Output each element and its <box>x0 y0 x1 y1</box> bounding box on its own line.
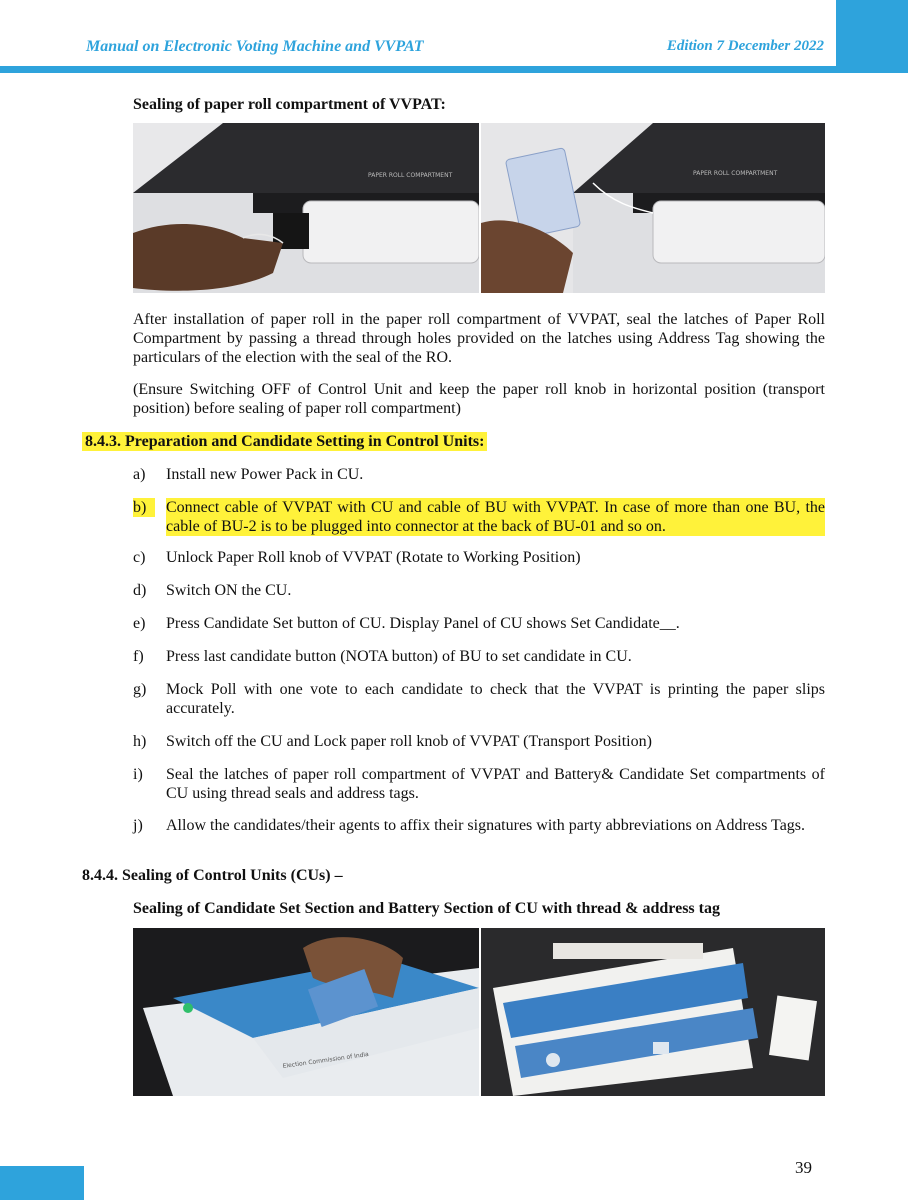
list-item-text: Seal the latches of paper roll compartment of VVPAT and Battery& Candidate Set compartments of CU using thread seals and address tags. <box>166 766 825 802</box>
header-title: Manual on Electronic Voting Machine and VVPAT <box>86 38 424 55</box>
list-item-label: a) <box>133 466 146 483</box>
list-item-label: j) <box>133 817 143 834</box>
list-item-label: e) <box>133 615 146 632</box>
vvpat-compartment-label-right: PAPER ROLL COMPARTMENT <box>693 170 778 177</box>
footer-tab <box>0 1166 84 1200</box>
cu-photo-label: Election Commission of India <box>282 1050 370 1070</box>
vvpat-compartment-label-left: PAPER ROLL COMPARTMENT <box>368 172 453 179</box>
list-item-label: f) <box>133 648 144 665</box>
section-844-heading: 8.4.4. Sealing of Control Units (CUs) – <box>82 867 343 884</box>
sealing-vvpat-heading: Sealing of paper roll compartment of VVPAT: <box>133 96 446 113</box>
list-item-text: Allow the candidates/their agents to affix their signatures with party abbreviations on Address Tags. <box>166 817 806 834</box>
header-rule <box>0 66 836 73</box>
list-item-label: c) <box>133 549 146 566</box>
list-item-text: Mock Poll with one vote to each candidate to check that the VVPAT is printing the paper slips accurately. <box>166 681 825 717</box>
list-item-label: h) <box>133 733 147 750</box>
list-item-text: Unlock Paper Roll knob of VVPAT (Rotate to Working Position) <box>166 549 581 566</box>
page-number: 39 <box>795 1158 812 1177</box>
list-item-label: d) <box>133 582 147 599</box>
list-item-text: Press Candidate Set button of CU. Display Panel of CU shows Set Candidate__. <box>166 615 680 632</box>
sealing-vvpat-para1: After installation of paper roll in the paper roll compartment of VVPAT, seal the latches of Paper Roll Compartment by passing a thread through holes provided on the latches using Address Tag showing the particulars of the election with the seal of the RO. <box>133 311 825 366</box>
list-item <box>133 498 825 536</box>
list-item-label: i) <box>133 766 143 783</box>
header-edition: Edition 7 December 2022 <box>666 38 824 54</box>
section-844-subheading: Sealing of Candidate Set Section and Battery Section of CU with thread & address tag <box>133 900 720 917</box>
list-item-label: g) <box>133 681 147 698</box>
sealing-vvpat-para2: (Ensure Switching OFF of Control Unit and keep the paper roll knob in horizontal position (transport position) before sealing of paper roll compartment) <box>133 381 825 417</box>
list-item-text: Connect cable of VVPAT with CU and cable of BU with VVPAT. In case of more than one BU, the cable of BU-2 is to be plugged into connector at the back of BU-01 and so on. <box>166 499 825 535</box>
section-843-heading <box>82 433 487 451</box>
vvpat-sealing-illustration <box>133 123 825 293</box>
list-item-label: b) <box>133 498 155 517</box>
section-843-heading-text: 8.4.3. Preparation and Candidate Setting in Control Units: <box>82 432 487 451</box>
cu-sealing-illustration <box>133 928 825 1096</box>
list-item-text: Press last candidate button (NOTA button) of BU to set candidate in CU. <box>166 648 632 665</box>
corner-tab <box>836 0 908 73</box>
list-item-text: Switch off the CU and Lock paper roll knob of VVPAT (Transport Position) <box>166 733 652 750</box>
list-item-text: Install new Power Pack in CU. <box>166 466 364 483</box>
vvpat-sealing-photo <box>133 123 825 293</box>
list-item-text: Switch ON the CU. <box>166 582 292 599</box>
cu-sealing-photo <box>133 928 825 1096</box>
